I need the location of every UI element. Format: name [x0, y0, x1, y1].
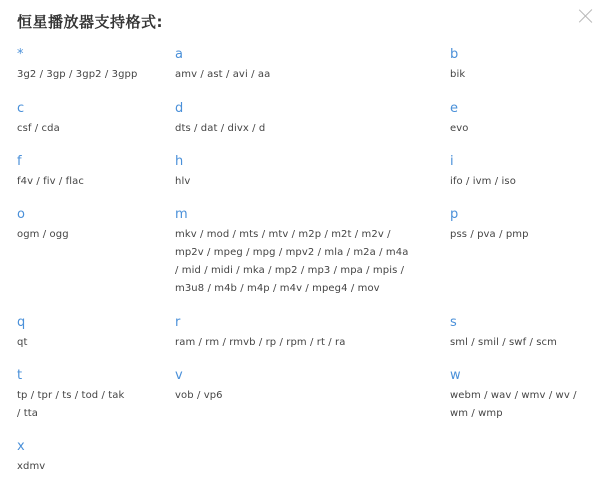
group-letter: h [175, 154, 184, 169]
format-group-f [17, 154, 162, 191]
group-letter: q [17, 315, 26, 330]
group-letter: t [17, 368, 23, 383]
group-letter: p [450, 207, 459, 222]
group-letter: m [175, 207, 188, 222]
format-group-q [17, 315, 162, 352]
format-group-w [450, 368, 578, 423]
group-formats: ogm / ogg [17, 229, 69, 240]
group-formats: ifo / ivm / iso [450, 176, 516, 187]
group-letter: e [450, 101, 458, 116]
format-group-a [175, 47, 410, 84]
group-formats: evo [450, 123, 469, 134]
format-group-p [450, 207, 585, 244]
format-group-b [450, 47, 585, 84]
format-group-v [175, 368, 410, 405]
group-letter: * [17, 47, 24, 62]
dialog-title: 恒星播放器支持格式: [17, 13, 163, 31]
group-letter: o [17, 207, 25, 222]
group-letter: c [17, 101, 25, 116]
format-group-o [17, 207, 162, 244]
group-formats: f4v / fiv / flac [17, 176, 84, 187]
group-formats: qt [17, 337, 28, 348]
group-formats: ram / rm / rmvb / rp / rpm / rt / ra [175, 337, 346, 348]
format-group-e [450, 101, 585, 138]
group-letter: d [175, 101, 184, 116]
group-formats: hlv [175, 176, 191, 187]
group-formats: xdmv [17, 461, 46, 472]
format-group-star [17, 47, 162, 84]
group-formats: 3g2 / 3gp / 3gp2 / 3gpp [17, 69, 138, 80]
format-group-m [175, 207, 410, 298]
format-group-h [175, 154, 410, 191]
group-letter: s [450, 315, 457, 330]
format-group-c [17, 101, 162, 138]
format-group-t [17, 368, 129, 423]
group-letter: b [450, 47, 459, 62]
group-letter: v [175, 368, 183, 383]
group-formats: pss / pva / pmp [450, 229, 529, 240]
group-formats: webm / wav / wmv / wv / wm / wmp [450, 390, 577, 419]
group-formats: vob / vp6 [175, 390, 223, 401]
format-group-x [17, 439, 162, 476]
group-formats: csf / cda [17, 123, 60, 134]
format-group-d [175, 101, 410, 138]
format-group-s [450, 315, 585, 352]
group-letter: i [450, 154, 454, 169]
group-formats: bik [450, 69, 466, 80]
group-letter: x [17, 439, 25, 454]
group-formats: tp / tpr / ts / tod / tak / tta [17, 390, 125, 419]
group-letter: a [175, 47, 183, 62]
group-formats: dts / dat / divx / d [175, 123, 266, 134]
group-letter: r [175, 315, 181, 330]
group-formats: sml / smil / swf / scm [450, 337, 557, 348]
close-icon[interactable] [578, 8, 594, 24]
group-formats: amv / ast / avi / aa [175, 69, 271, 80]
format-group-r [175, 315, 410, 352]
group-letter: w [450, 368, 461, 383]
format-group-i [450, 154, 585, 191]
group-formats: mkv / mod / mts / mtv / m2p / m2t / m2v / mp2v / mpeg / mpg / mpv2 / mla / m2a / m4a / mid / midi / mka / mp2 / mp3 / mpa / mpis / m3u8 / m4b / m4p / m4v / mpeg4 / mov [175, 229, 409, 294]
group-letter: f [17, 154, 22, 169]
